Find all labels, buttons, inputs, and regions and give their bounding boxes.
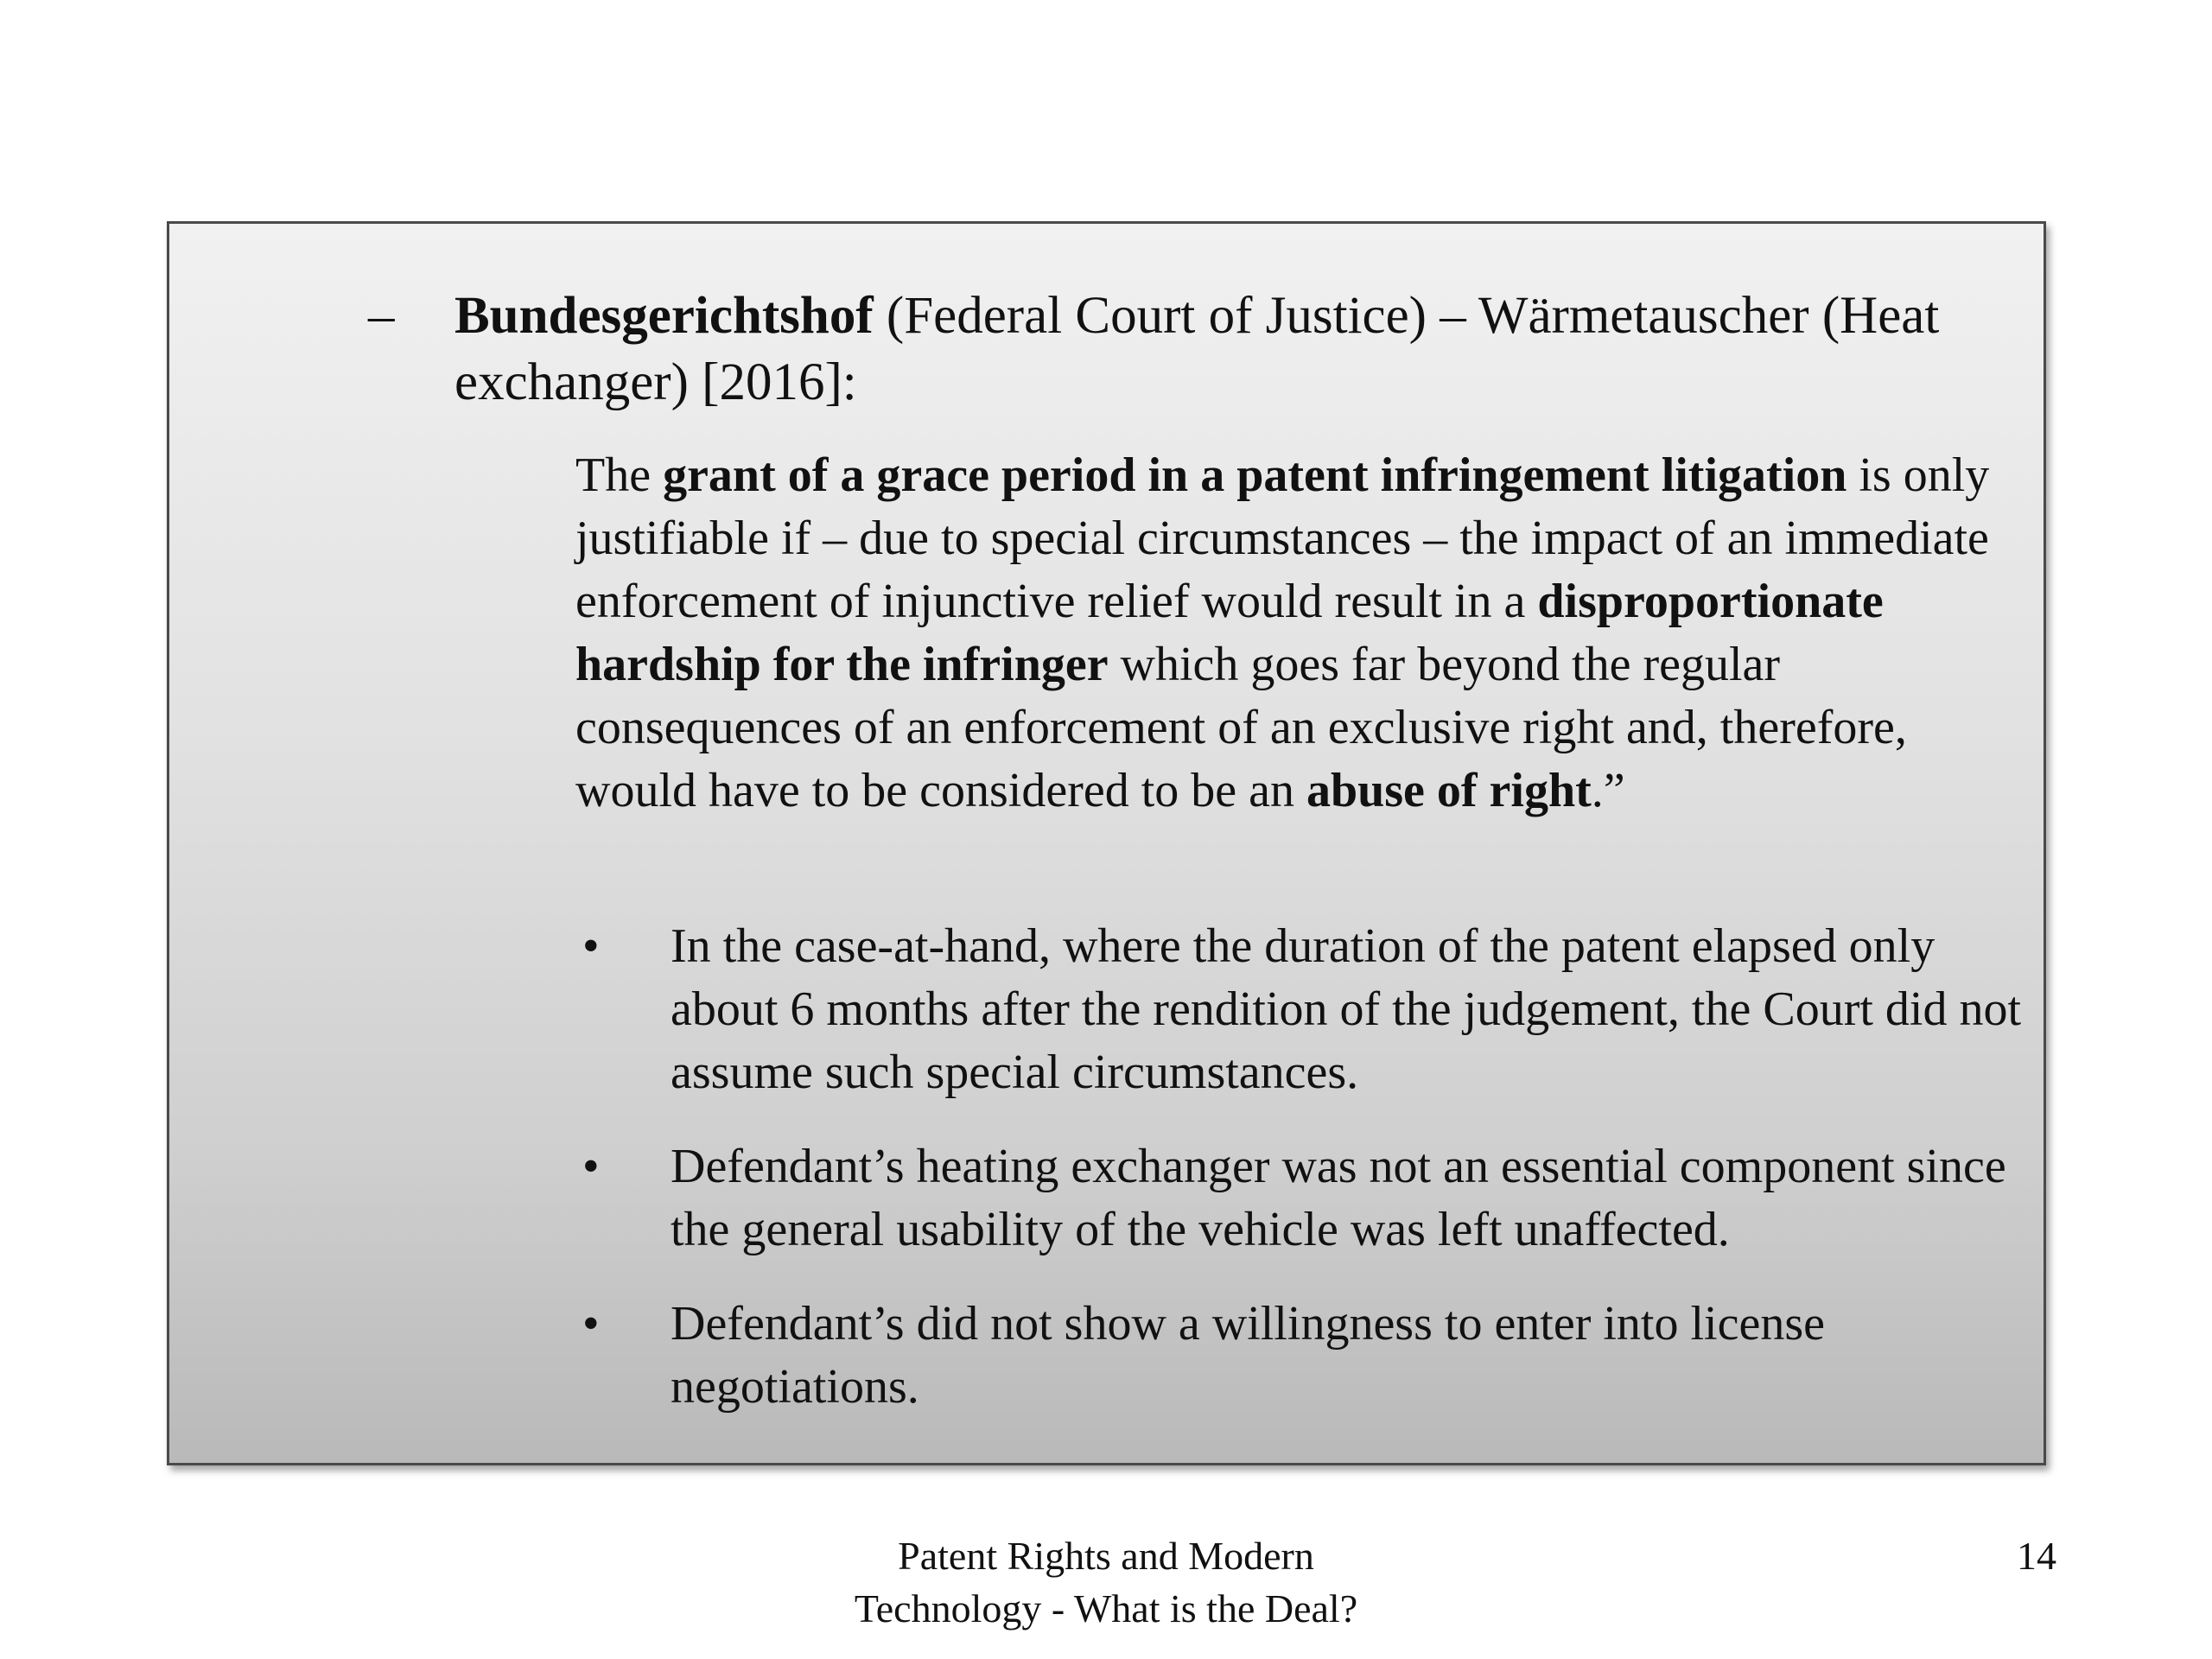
bullet-text: Defendant’s did not show a willingness to enter into license negotiations. [671, 1297, 1825, 1414]
bullet-marker: • [582, 1297, 600, 1351]
bullet-item [575, 915, 2036, 1104]
quote-text: which goes far beyond the regular consequences of an enforcement of an exclusive right and, therefore, would have to be considered to be an [575, 638, 1907, 817]
bullet-text: Defendant’s heating exchanger was not an essential component since the general usability of the vehicle was left unaffected. [671, 1140, 2006, 1256]
content-box [167, 221, 2046, 1465]
quote-text: is only justifiable if – due to special circumstances – the impact of an immediate enforcement of injunctive relief would result in a [575, 448, 1990, 628]
page-number: 14 [2017, 1534, 2056, 1578]
bullet-text: In the case-at-hand, where the duration of the patent elapsed only about 6 months after the rendition of the judgement, the Court did not assume such special circumstances. [671, 919, 2022, 1099]
heading-text-line1: (Federal Court of Justice) – Wärmetauscher (Heat [873, 287, 1940, 345]
heading-text-line2: exchanger) [2016]: [454, 353, 857, 411]
quote-text: The [575, 448, 664, 502]
quote-emphasis-hardship: disproportionate hardship for the infringer [575, 575, 1884, 691]
heading-item [368, 283, 2036, 416]
bullet-list [575, 915, 2036, 1450]
footer-title-line1: Patent Rights and Modern [898, 1534, 1314, 1578]
bullet-item [575, 1135, 2036, 1262]
bullet-marker: • [582, 919, 600, 973]
bullet-marker: • [582, 1140, 600, 1193]
dash-marker: – [368, 287, 395, 345]
footer-title-line2: Technology - What is the Deal? [854, 1586, 1358, 1630]
court-name: Bundesgerichtshof [454, 287, 874, 345]
quote-paragraph [575, 444, 2027, 823]
bullet-item [575, 1293, 2036, 1419]
quote-emphasis-abuse: abuse of right [1306, 764, 1592, 817]
quote-text: .” [1591, 764, 1625, 817]
footer-title [760, 1529, 1452, 1635]
quote-emphasis-grace-period: grant of a grace period in a patent infringement litigation [663, 448, 1847, 502]
